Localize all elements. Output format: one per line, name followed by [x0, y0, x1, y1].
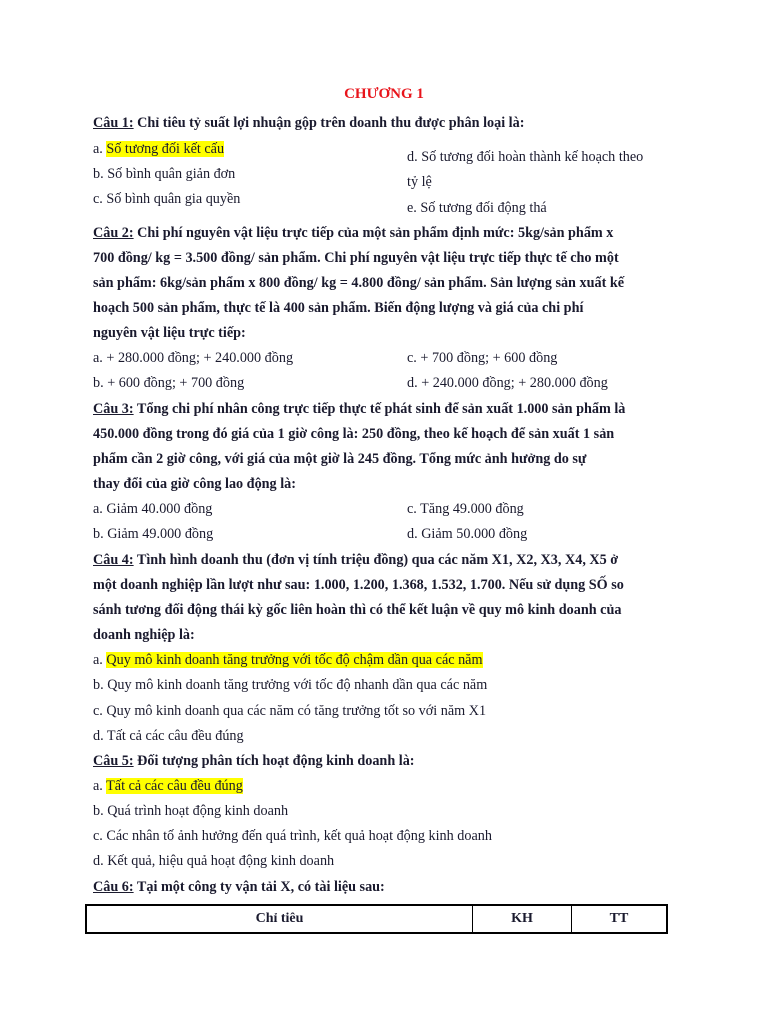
question-3 — [93, 399, 625, 419]
q4-option-c: c. Quy mô kinh doanh qua các năm có tăng trưởng tốt so với năm X1 — [93, 703, 487, 719]
highlighted-answer: Tất cả các câu đều đúng — [106, 778, 243, 794]
question-3-line: phẩm cần 2 giờ công, với giá của một giờ là 245 đồng. Tổng mức ảnh hưởng do sự — [93, 451, 587, 467]
q5-option-b: b. Quá trình hoạt động kinh doanh — [93, 803, 289, 819]
q1-option-a — [93, 139, 224, 159]
header-chi-tieu: Chỉ tiêu — [86, 905, 473, 933]
question-text: Đối tượng phân tích hoạt động kinh doanh là: — [133, 753, 415, 769]
q3-option-a: a. Giảm 40.000 đồng — [93, 501, 213, 517]
question-text: Tình hình doanh thu (đơn vị tính triệu đồng) qua các năm X1, X2, X3, X4, X5 ở — [136, 552, 619, 568]
question-2-line: 700 đồng/ kg = 3.500 đồng/ sản phẩm. Chi phí nguyên vật liệu trực tiếp thực tế cho một — [93, 250, 619, 266]
q2-option-d: d. + 240.000 đồng; + 280.000 đồng — [407, 375, 608, 391]
q3-option-d: d. Giảm 50.000 đồng — [407, 526, 528, 542]
option-prefix: a. — [93, 652, 107, 668]
highlighted-answer: Số tương đối kết cấu — [106, 141, 225, 157]
q4-option-a — [93, 650, 483, 670]
q5-option-a — [93, 776, 243, 796]
question-4-line: một doanh nghiệp lần lượt như sau: 1.000, 1.200, 1.368, 1.532, 1.700. Nếu sử dụng SỐ so — [93, 577, 624, 593]
q2-option-b: b. + 600 đồng; + 700 đồng — [93, 375, 245, 391]
question-label: Câu 1: — [93, 115, 134, 131]
question-label: Câu 4: — [93, 552, 134, 568]
q3-option-c: c. Tăng 49.000 đồng — [407, 501, 524, 517]
q2-option-a: a. + 280.000 đồng; + 240.000 đồng — [93, 350, 294, 366]
question-2 — [93, 223, 613, 243]
header-tt: TT — [572, 905, 668, 933]
q1-option-c: c. Số bình quân gia quyền — [93, 191, 241, 207]
question-text: Chi phí nguyên vật liệu trực tiếp của một sản phẩm định mức: 5kg/sản phẩm x — [137, 225, 614, 241]
q2-option-c: c. + 700 đồng; + 600 đồng — [407, 350, 558, 366]
question-label: Câu 5: — [93, 753, 134, 769]
data-table — [85, 904, 668, 934]
table-header-row — [86, 905, 667, 933]
question-3-line: thay đổi của giờ công lao động là: — [93, 476, 296, 492]
q5-option-c: c. Các nhân tố ảnh hưởng đến quá trình, kết quả hoạt động kinh doanh — [93, 828, 492, 844]
question-6 — [93, 877, 385, 897]
option-prefix: a. — [93, 141, 107, 157]
q5-option-d: d. Kết quả, hiệu quả hoạt động kinh doanh — [93, 853, 335, 869]
q1-option-d-line2: tỷ lệ — [407, 174, 432, 190]
question-2-line: sản phẩm: 6kg/sản phẩm x 800 đồng/ kg = 4.800 đồng/ sản phẩm. Sản lượng sản xuất kế — [93, 275, 625, 291]
question-3-line: 450.000 đồng trong đó giá của 1 giờ công là: 250 đồng, theo kế hoạch để sản xuất 1 sản — [93, 426, 615, 442]
q1-option-b: b. Số bình quân giản đơn — [93, 166, 236, 182]
option-prefix: a. — [93, 778, 107, 794]
question-2-line: nguyên vật liệu trực tiếp: — [93, 325, 246, 341]
question-text: Tổng chi phí nhân công trực tiếp thực tế phát sinh để sản xuất 1.000 sản phẩm là — [136, 401, 626, 417]
chapter-title: CHƯƠNG 1 — [344, 86, 424, 102]
question-label: Câu 2: — [93, 225, 134, 241]
q3-option-b: b. Giảm 49.000 đồng — [93, 526, 214, 542]
question-2-line: hoạch 500 sản phẩm, thực tế là 400 sản phẩm. Biến động lượng và giá của chi phí — [93, 300, 584, 316]
q4-option-b: b. Quy mô kinh doanh tăng trưởng với tốc độ nhanh dần qua các năm — [93, 677, 488, 693]
question-text: Chỉ tiêu tỷ suất lợi nhuận gộp trên doanh thu được phân loại là: — [137, 115, 525, 131]
question-4 — [93, 550, 618, 570]
header-kh: KH — [473, 905, 572, 933]
question-label: Câu 3: — [93, 401, 134, 417]
highlighted-answer: Quy mô kinh doanh tăng trưởng với tốc độ chậm dần qua các năm — [106, 652, 483, 668]
question-1 — [93, 113, 524, 133]
q1-option-d-line1: d. Số tương đối hoàn thành kế hoạch theo — [407, 149, 644, 165]
question-5 — [93, 751, 415, 771]
question-4-line: sánh tương đối động thái kỳ gốc liên hoàn thì có thể kết luận về quy mô kinh doanh của — [93, 602, 622, 618]
q1-option-e: e. Số tương đối động thá — [407, 200, 547, 216]
question-4-line: doanh nghiệp là: — [93, 627, 195, 643]
question-label: Câu 6: — [93, 879, 134, 895]
q4-option-d: d. Tất cả các câu đều đúng — [93, 728, 244, 744]
question-text: Tại một công ty vận tải X, có tài liệu sau: — [136, 879, 385, 895]
